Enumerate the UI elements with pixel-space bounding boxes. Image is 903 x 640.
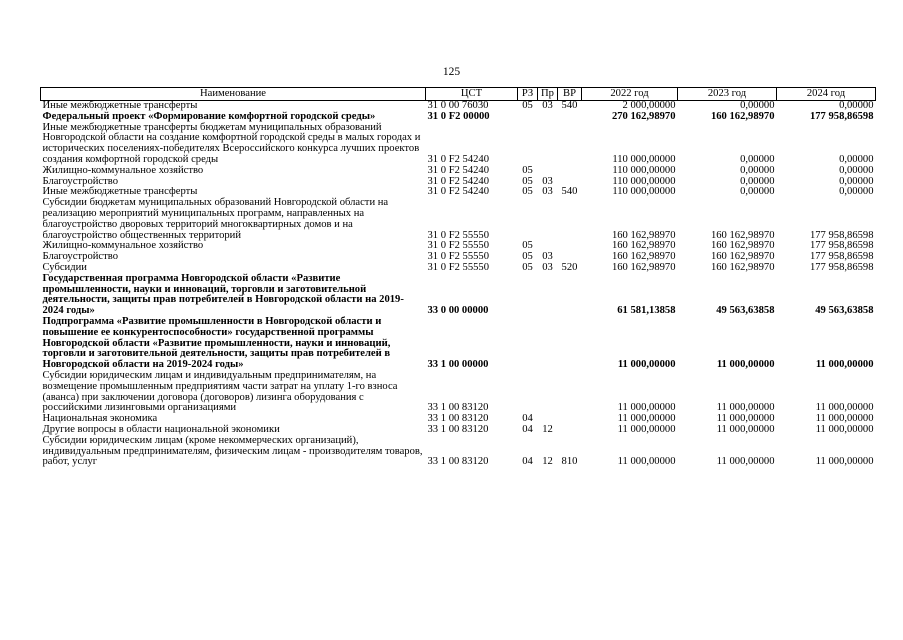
budget-table [40,87,876,468]
row-2023: 49 563,63858 [716,305,775,317]
table-row [41,436,876,468]
row-cst: 31 0 00 76030 [427,100,489,111]
row-2024: 11 000,00000 [815,402,874,414]
row-pr [538,198,558,241]
row-rz: 04 [522,423,533,435]
row-2024: 11 000,00000 [815,359,874,371]
row-name: Национальная экономика [42,413,158,425]
row-2024: 49 563,63858 [815,305,874,317]
row-rz: 05 [522,175,533,187]
row-2023: 11 000,00000 [716,413,775,425]
row-2024: 177 958,86598 [809,229,874,241]
row-vr [558,241,582,252]
row-name: Субсидии бюджетам муниципальных образований Новгородской области на реализацию мероприятий муниципальных программ, направленных на благоустройство дворовых территорий многоквартирных домов и на благоустройство общественных территорий [42,197,389,241]
row-cst: 31 0 F2 55550 [427,251,490,263]
row-2022: 11 000,00000 [617,359,676,371]
row-rz: 05 [522,164,533,176]
row-pr: 03 [542,261,553,273]
table-row [41,317,876,371]
row-rz [518,112,538,123]
row-pr [538,317,558,371]
row-name: Иные межбюджетные трансферты [42,186,198,198]
table-row [41,274,876,317]
row-2024: 177 958,86598 [809,251,874,263]
row-name: Жилищно-коммунальное хозяйство [42,240,204,252]
row-cst: 33 1 00 83120 [427,402,489,414]
header-2024: 2024 год [777,88,876,101]
row-vr [558,425,582,436]
row-2022: 270 162,98970 [611,110,676,122]
row-2022: 11 000,00000 [617,456,676,468]
row-rz: 04 [522,456,533,468]
row-vr [558,371,582,414]
row-2023: 0,00000 [740,100,775,111]
row-2022: 2 000,00000 [622,100,676,111]
row-2023: 0,00000 [740,153,775,165]
row-name: Субсидии [42,261,87,273]
row-pr: 12 [542,456,553,468]
header-cst: ЦСТ [426,88,518,101]
row-2022: 110 000,00000 [612,153,676,165]
row-2024: 11 000,00000 [815,423,874,435]
row-rz [518,198,538,241]
row-cst: 31 0 F2 55550 [427,261,490,273]
row-2023: 11 000,00000 [716,359,775,371]
row-2024: 0,00000 [839,175,874,187]
row-2023: 160 162,98970 [710,229,775,241]
row-name: Иные межбюджетные трансферты бюджетам муниципальных образований Новгородской области на создание комфортной городской среды в малых городах и исторических поселениях-победителях Всероссийского конкурса лучших проектов создания комфортной городской среды [42,121,421,165]
row-rz [518,123,538,166]
row-2022: 11 000,00000 [617,413,676,425]
row-rz: 05 [522,251,533,263]
row-name: Жилищно-коммунальное хозяйство [42,164,204,176]
header-2022: 2022 год [582,88,678,101]
row-pr [538,166,558,177]
row-2023: 0,00000 [740,164,775,176]
row-2023: 160 162,98970 [710,110,775,122]
row-2023: 160 162,98970 [710,251,775,263]
row-name: Субсидии юридическим лицам (кроме некоммерческих организаций), индивидуальным предпринимателям, физическим лицам - производителям товаров, работ, услуг [42,434,423,468]
row-pr [538,274,558,317]
row-pr: 03 [542,186,553,198]
row-rz [518,371,538,414]
header-rz: РЗ [518,88,538,101]
row-2024: 11 000,00000 [815,413,874,425]
row-2023: 160 162,98970 [710,261,775,273]
row-rz [518,274,538,317]
table-row [41,371,876,414]
row-vr [558,274,582,317]
row-cst: 33 1 00 83120 [427,456,489,468]
row-rz: 04 [522,413,533,425]
row-2023: 0,00000 [740,186,775,198]
row-cst: 33 0 00 00000 [427,305,489,317]
row-vr [558,414,582,425]
row-2024: 0,00000 [839,164,874,176]
row-2022: 160 162,98970 [611,251,676,263]
header-pr: Пр [538,88,558,101]
row-vr [558,112,582,123]
header-vr: ВР [558,88,582,101]
row-2022: 110 000,00000 [612,186,676,198]
row-pr [538,123,558,166]
row-2022: 110 000,00000 [612,164,676,176]
row-2022: 160 162,98970 [611,240,676,252]
table-row [41,198,876,241]
row-vr: 520 [561,261,578,273]
row-cst: 31 0 F2 54240 [427,186,490,198]
row-vr [558,123,582,166]
row-cst: 31 0 F2 00000 [427,110,490,122]
row-2022: 61 581,13858 [617,305,676,317]
table-row [41,112,876,123]
row-vr [558,166,582,177]
row-2023: 11 000,00000 [716,423,775,435]
row-vr: 540 [561,100,578,111]
row-pr: 03 [542,251,553,263]
row-2023: 11 000,00000 [716,456,775,468]
row-2024: 177 958,86598 [809,110,874,122]
row-2024: 177 958,86598 [809,240,874,252]
row-cst: 33 1 00 83120 [427,423,489,435]
row-2022: 160 162,98970 [611,229,676,241]
table-header-row [41,88,876,101]
row-vr: 540 [561,186,578,198]
row-2023: 11 000,00000 [716,402,775,414]
row-vr [558,317,582,371]
row-pr: 12 [542,423,553,435]
row-cst: 31 0 F2 54240 [427,164,490,176]
row-pr: 03 [542,175,553,187]
row-pr [538,371,558,414]
header-name: Наименование [41,88,426,101]
row-2024: 0,00000 [839,186,874,198]
row-cst: 31 0 F2 54240 [427,175,490,187]
row-rz: 05 [522,186,533,198]
row-2023: 0,00000 [740,175,775,187]
row-2022: 160 162,98970 [611,261,676,273]
row-name: Иные межбюджетные трансферты [42,100,198,111]
row-name: Подпрограмма «Развитие промышленности в Новгородской области и повышение ее конкурентоспособности» государственной программы Новгородской области «Развитие промышленности, науки и инноваций, торговли и заготовительной деятельности, защиты прав потребителей в Новгородской области на 2019-2024 годы» [42,315,391,371]
row-2024: 177 958,86598 [809,261,874,273]
row-vr [558,198,582,241]
table-row [41,166,876,177]
header-2023: 2023 год [678,88,777,101]
page-number: 125 [442,66,461,78]
row-name: Благоустройство [42,251,118,263]
row-2022: 11 000,00000 [617,402,676,414]
row-cst: 31 0 F2 54240 [427,153,490,165]
row-2023: 160 162,98970 [710,240,775,252]
row-rz: 05 [522,261,533,273]
row-name: Другие вопросы в области национальной экономики [42,423,280,435]
row-name: Благоустройство [42,175,118,187]
row-pr [538,112,558,123]
row-2024: 11 000,00000 [815,456,874,468]
row-cst: 33 1 00 83120 [427,413,489,425]
row-cst: 31 0 F2 55550 [427,240,490,252]
row-cst: 33 1 00 00000 [427,359,489,371]
row-rz [518,317,538,371]
row-name: Субсидии юридическим лицам и индивидуальным предпринимателям, на возмещение промышленным предприятиям части затрат на уплату 1-го взноса (аванса) при заключении договора (договоров) лизинга оборудования с российскими лизинговыми организациями [42,369,398,414]
row-cst: 31 0 F2 55550 [427,229,490,241]
table-row [41,123,876,166]
row-name: Федеральный проект «Формирование комфортной городской среды» [42,110,376,122]
row-vr: 810 [561,456,578,468]
row-2022: 11 000,00000 [617,423,676,435]
row-name: Государственная программа Новгородской области «Развитие промышленности, науки и инноваций, торговли и заготовительной деятельности, защиты прав потребителей в Новгородской области на 2019-2024 годы» [42,272,404,317]
row-rz: 05 [522,240,533,252]
row-rz: 05 [522,100,533,111]
row-2024: 0,00000 [839,153,874,165]
row-pr: 03 [542,100,553,111]
row-2022: 110 000,00000 [612,175,676,187]
row-2024: 0,00000 [839,100,874,111]
